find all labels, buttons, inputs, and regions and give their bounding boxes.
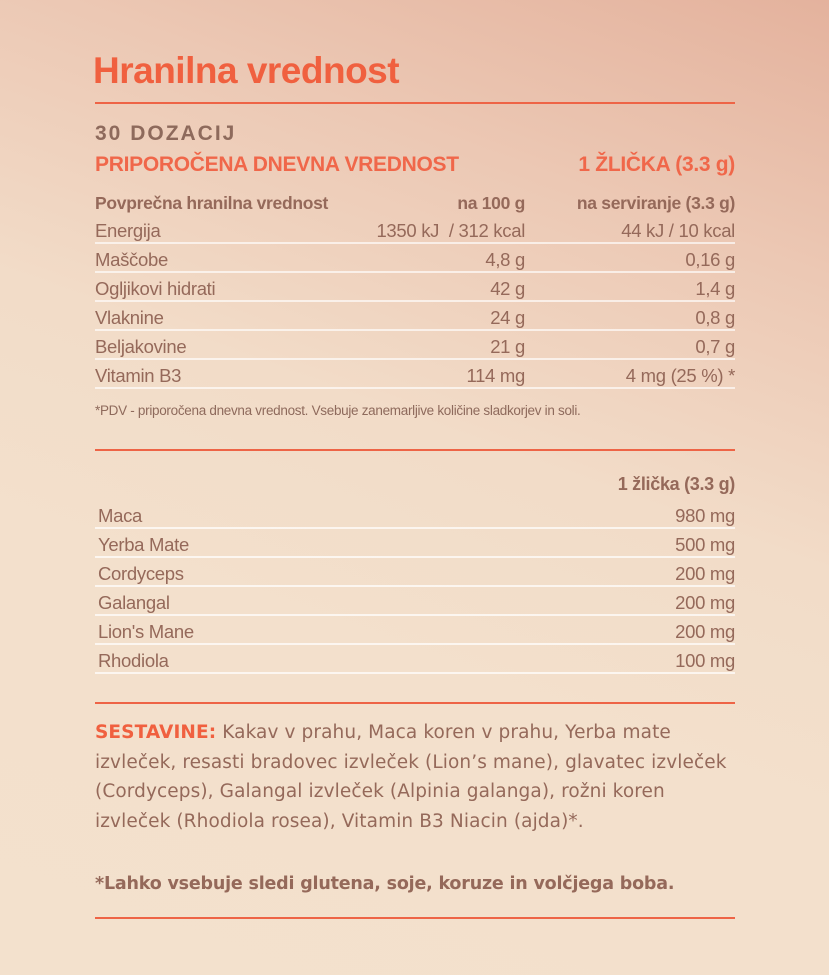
- table-row: [95, 275, 735, 304]
- herb-amount: 200 mg: [675, 621, 735, 642]
- nutrient-per-serving: 44 kJ / 10 kcal: [621, 220, 735, 241]
- nutrient-per-serving: 0,8 g: [695, 307, 735, 328]
- nutrient-per-100g: 1350 kJ / 312 kcal: [376, 220, 525, 241]
- servings-count: 30 DOZACIJ: [95, 122, 237, 145]
- nutrient-per-100g: 21 g: [490, 336, 525, 357]
- nutrient-name: Vitamin B3: [95, 365, 182, 386]
- daily-value-footnote: *PDV - priporočena dnevna vrednost. Vsebuje zanemarljive količine sladkorjev in soli.: [95, 403, 581, 418]
- table-row: [95, 589, 735, 618]
- table-row: [95, 246, 735, 275]
- herb-amount: 200 mg: [675, 563, 735, 584]
- nutrient-per-100g: 4,8 g: [485, 249, 525, 270]
- divider: [95, 917, 735, 919]
- table-row: [95, 647, 735, 676]
- herb-name: Maca: [98, 505, 143, 526]
- divider: [95, 702, 735, 704]
- ingredients-text: [95, 718, 745, 836]
- table-row: [95, 362, 735, 391]
- nutrient-per-100g: 24 g: [490, 307, 525, 328]
- divider: [95, 102, 735, 104]
- divider: [95, 449, 735, 451]
- nutrient-per-serving: 1,4 g: [695, 278, 735, 299]
- table-row: [95, 333, 735, 362]
- herb-name: Cordyceps: [98, 563, 184, 584]
- nutrient-per-serving: 0,7 g: [695, 336, 735, 357]
- allergen-warning: *Lahko vsebuje sledi glutena, soje, koruze in volčjega boba.: [95, 874, 675, 894]
- recommended-label: PRIPOROČENA DNEVNA VREDNOST: [95, 153, 459, 176]
- nutrition-table: [95, 193, 735, 391]
- table-row: [95, 618, 735, 647]
- table-row: [95, 560, 735, 589]
- ingredients-label: SESTAVINE:: [95, 722, 217, 743]
- nutrient-name: Maščobe: [95, 249, 168, 270]
- header-nutrient: Povprečna hranilna vrednost: [95, 193, 329, 213]
- herb-amount: 100 mg: [675, 650, 735, 671]
- table-row: [95, 531, 735, 560]
- page-title: Hranilna vrednost: [93, 50, 400, 91]
- nutrient-per-100g: 114 mg: [466, 365, 525, 386]
- nutrient-name: Vlaknine: [95, 307, 164, 328]
- herb-table: [95, 474, 735, 676]
- nutrition-table-header: [95, 193, 735, 217]
- herb-amount: 980 mg: [675, 505, 735, 526]
- nutrient-per-serving: 0,16 g: [685, 249, 735, 270]
- table-row: [95, 304, 735, 333]
- recommended-daily-value-row: [95, 153, 735, 177]
- recommended-serving: 1 ŽLIČKA (3.3 g): [578, 153, 735, 176]
- ingredients-list: Kakav v prahu, Maca koren v prahu, Yerba mate izvleček, resasti bradovec izvleček (Lion’s mane), glavatec izvleček (Cordyceps), Galangal izvleček (Alpinia galanga), rožni koren izvleček (Rhodiola rosea), Vitamin B3 Niacin (ajda)*.: [95, 722, 727, 832]
- herb-amount: 500 mg: [675, 534, 735, 555]
- table-row: [95, 502, 735, 531]
- herb-name: Galangal: [98, 592, 170, 613]
- nutrient-per-100g: 42 g: [490, 278, 525, 299]
- header-per-serving: na serviranje (3.3 g): [576, 193, 735, 213]
- herb-name: Rhodiola: [98, 650, 169, 671]
- herb-table-header: 1 žlička (3.3 g): [617, 474, 735, 494]
- herb-name: Lion's Mane: [98, 621, 194, 642]
- herb-name: Yerba Mate: [98, 534, 189, 555]
- nutrient-per-serving: 4 mg (25 %) *: [625, 365, 735, 386]
- nutrient-name: Beljakovine: [95, 336, 187, 357]
- header-per-100g: na 100 g: [457, 193, 525, 213]
- table-row: [95, 217, 735, 246]
- nutrient-name: Energija: [95, 220, 161, 241]
- herb-amount: 200 mg: [675, 592, 735, 613]
- nutrient-name: Ogljikovi hidrati: [95, 278, 216, 299]
